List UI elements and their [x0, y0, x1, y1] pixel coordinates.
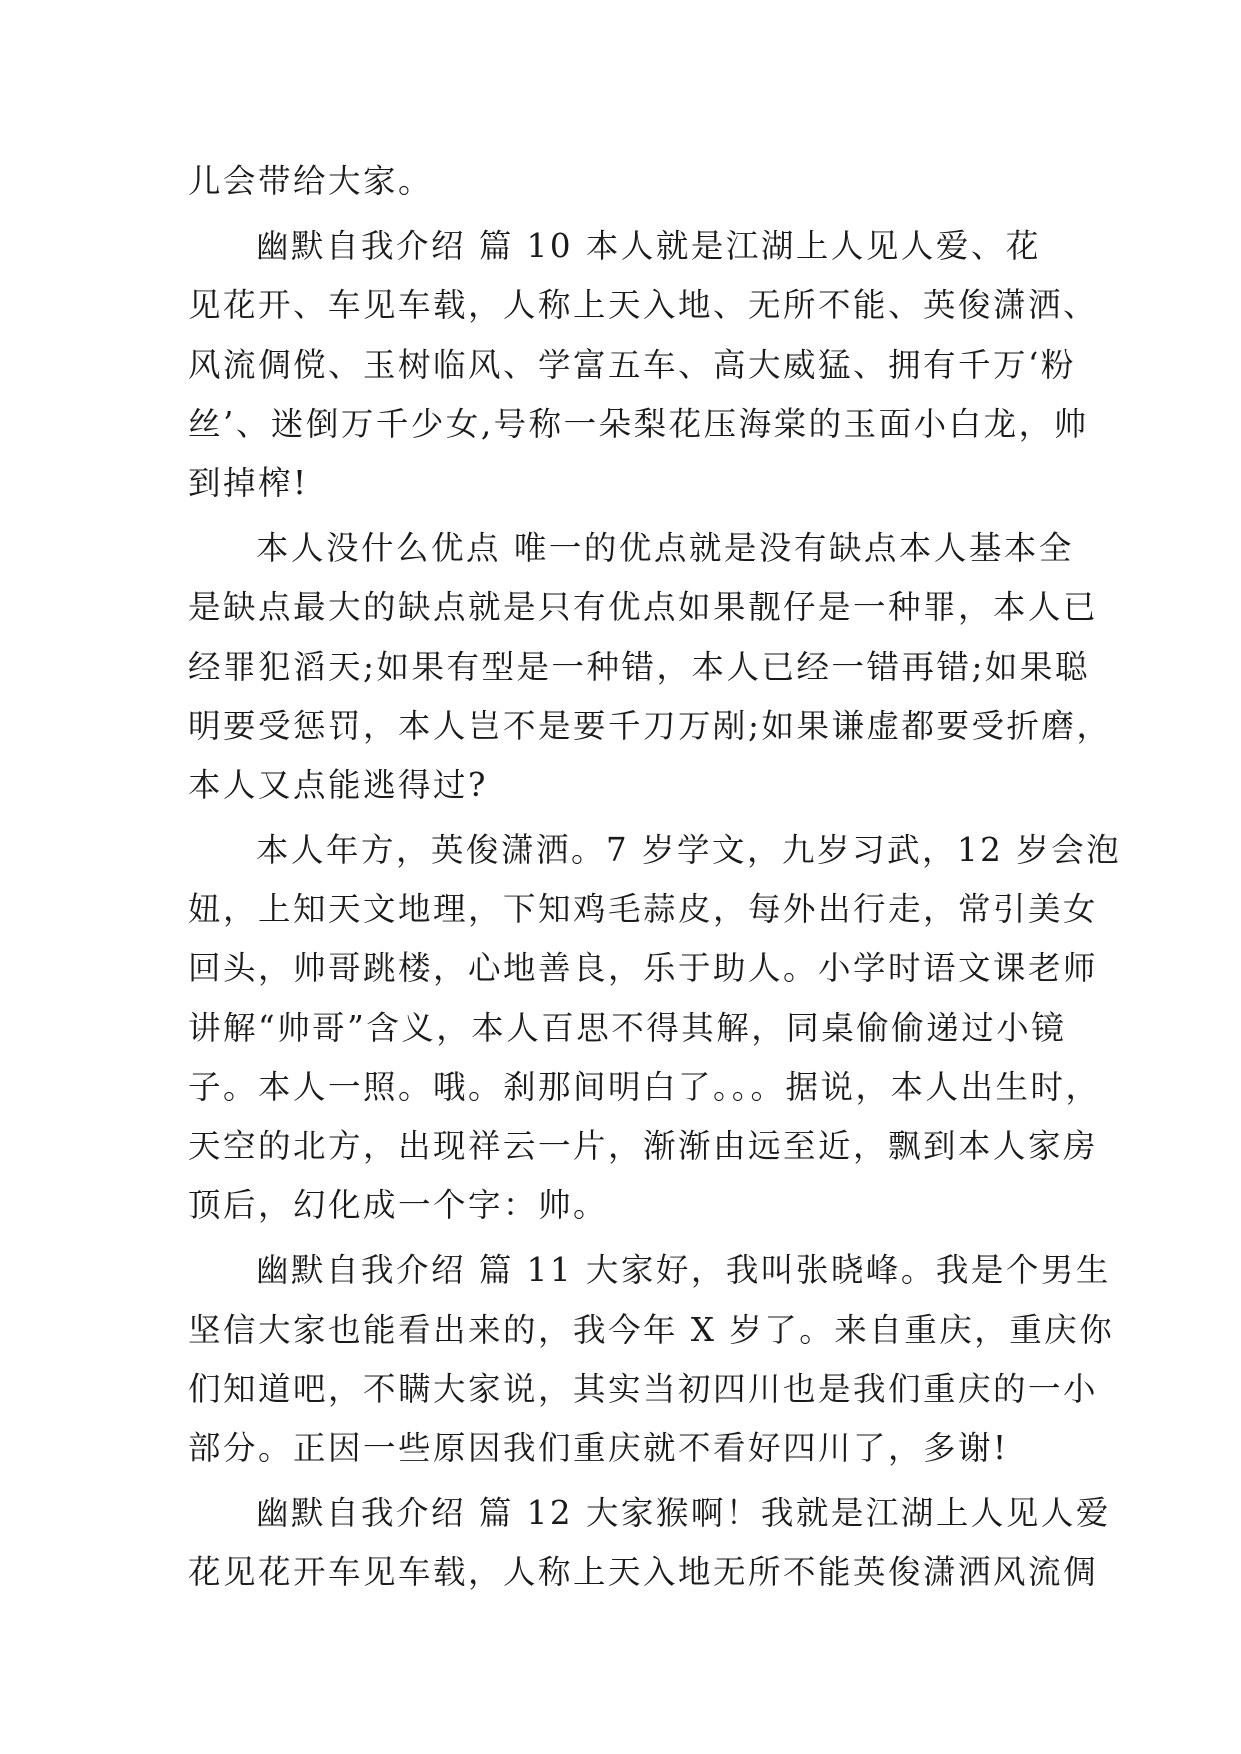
- text-line: 花见花开车见车载，人称上天入地无所不能英俊潇洒风流倜: [188, 1553, 1099, 1592]
- text-line: 子。本人一照。哦。刹那间明白了。。。据说，本人出生时，: [188, 1067, 1101, 1106]
- text-line: 是缺点最大的缺点就是只有优点如果靓仔是一种罪，本人已: [188, 588, 1099, 627]
- text-line: 天空的北方，出现祥云一片，渐渐由远至近，飘到本人家房: [188, 1127, 1099, 1165]
- paragraph-first-line: 本人没什么优点 唯一的优点就是没有缺点本人基本全: [256, 529, 1074, 568]
- text-line: 讲解“帅哥”含义，本人百思不得其解，同桌偷偷递过小镜: [188, 1008, 1067, 1047]
- text-line: 本人又点能逃得过?: [188, 765, 488, 804]
- text-line: 明要受惩罚，本人岂不是要千刀万剐;如果谦虚都要受折磨，: [188, 706, 1112, 745]
- text-line: 部分。正因一些原因我们重庆就不看好四川了，多谢!: [188, 1428, 1009, 1467]
- text-line: 坚信大家也能看出来的，我今年 X 岁了。来自重庆，重庆你: [188, 1310, 1115, 1349]
- text-line: 丝’、迷倒万千少女,号称一朵梨花压海棠的玉面小白龙，帅: [188, 404, 1089, 443]
- body-text: [188, 152, 1122, 1603]
- text-line: 顶后，幻化成一个字：帅。: [188, 1186, 609, 1225]
- text-line: 风流倜傥、玉树临风、学富五车、高大威猛、拥有千万‘粉: [188, 345, 1076, 384]
- paragraph-first-line: 幽默自我介绍 篇 11 大家好，我叫张晓峰。我是个男生: [256, 1251, 1111, 1290]
- text-line: 见花开、车见车载，人称上天入地、无所不能、英俊潇洒、: [188, 286, 1099, 325]
- paragraph-first-line: 本人年方，英俊潇洒。7 岁学文，九岁习武，12 岁会泡: [256, 831, 1122, 870]
- text-line: 妞，上知天文地理，下知鸡毛蒜皮，每外出行走，常引美女: [188, 890, 1099, 929]
- text-line: 经罪犯滔天;如果有型是一种错，本人已经一错再错;如果聪: [188, 647, 1090, 686]
- text-line: 到掉榨!: [188, 463, 309, 502]
- paragraph-first-line: 幽默自我介绍 篇 12 大家猴啊！我就是江湖上人见人爱: [256, 1494, 1111, 1533]
- text-line: 回头，帅哥跳楼，心地善良，乐于助人。小学时语文课老师: [188, 949, 1099, 988]
- paragraph-first-line: 幽默自我介绍 篇 10 本人就是江湖上人见人爱、花: [256, 227, 1041, 266]
- text-line: 儿会带给大家。: [188, 162, 434, 200]
- text-line: 们知道吧，不瞒大家说，其实当初四川也是我们重庆的一小: [188, 1369, 1099, 1408]
